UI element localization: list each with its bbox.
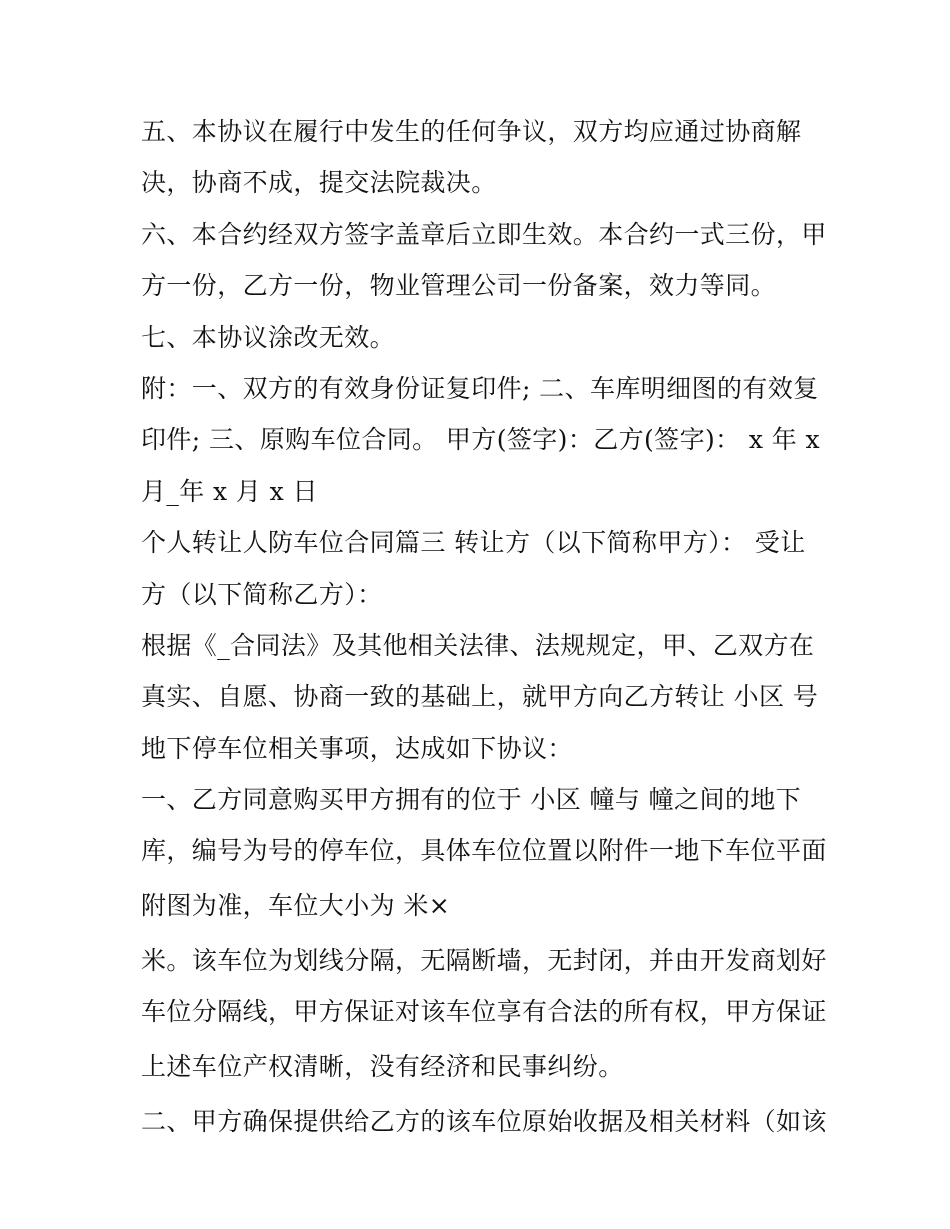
text-line: 个人转让人防车位合同篇三 转让方（以下简称甲方）： 受让 [141,528,806,558]
text-line: 五、本协议在履行中发生的任何争议，双方均应通过协商解 [141,117,802,146]
text-line: 二、甲方确保提供给乙方的该车位原始收据及相关材料（如该 [141,1106,827,1136]
text-line: 根据《_合同法》及其他相关法律、法规规定，甲、乙双方在 [141,630,815,660]
text-line: 真实、自愿、协商一致的基础上，就甲方向乙方转让 小区 号 [141,682,819,712]
text-line: 车位分隔线，甲方保证对该车位享有合法的所有权，甲方保证 [141,997,827,1027]
text-line: 方一份，乙方一份，物业管理公司一份备案，效力等同。 [141,271,777,301]
text-line: 米。该车位为划线分隔，无隔断墙，无封闭，并由开发商划好 [141,945,827,975]
text-line: 地下停车位相关事项，达成如下协议： [141,733,573,763]
text-line: 决，协商不成，提交法院裁决。 [141,168,497,198]
text-line: 印件; 三、原购车位合同。 甲方(签字)：乙方(签字)： x 年 x [141,425,820,455]
text-line: 上述车位产权清晰，没有经济和民事纠纷。 [141,1051,624,1081]
text-line: 方（以下简称乙方）： [141,579,383,609]
text-line: 一、乙方同意购买甲方拥有的位于 小区 幢与 幢之间的地下 [141,785,802,815]
text-line: 附：一、双方的有效身份证复印件; 二、车库明细图的有效复 [141,373,819,403]
text-line: 附图为准，车位大小为 米× [141,890,451,920]
text-line: 六、本合约经双方签字盖章后立即生效。本合约一式三份，甲 [141,219,827,249]
text-line: 库，编号为号的停车位，具体车位位置以附件一地下车位平面 [141,836,827,866]
contract-body-text [141,106,831,1147]
text-line: 七、本协议涂改无效。 [141,322,396,352]
text-line: 月_年 x 月 x 日 [141,476,318,506]
